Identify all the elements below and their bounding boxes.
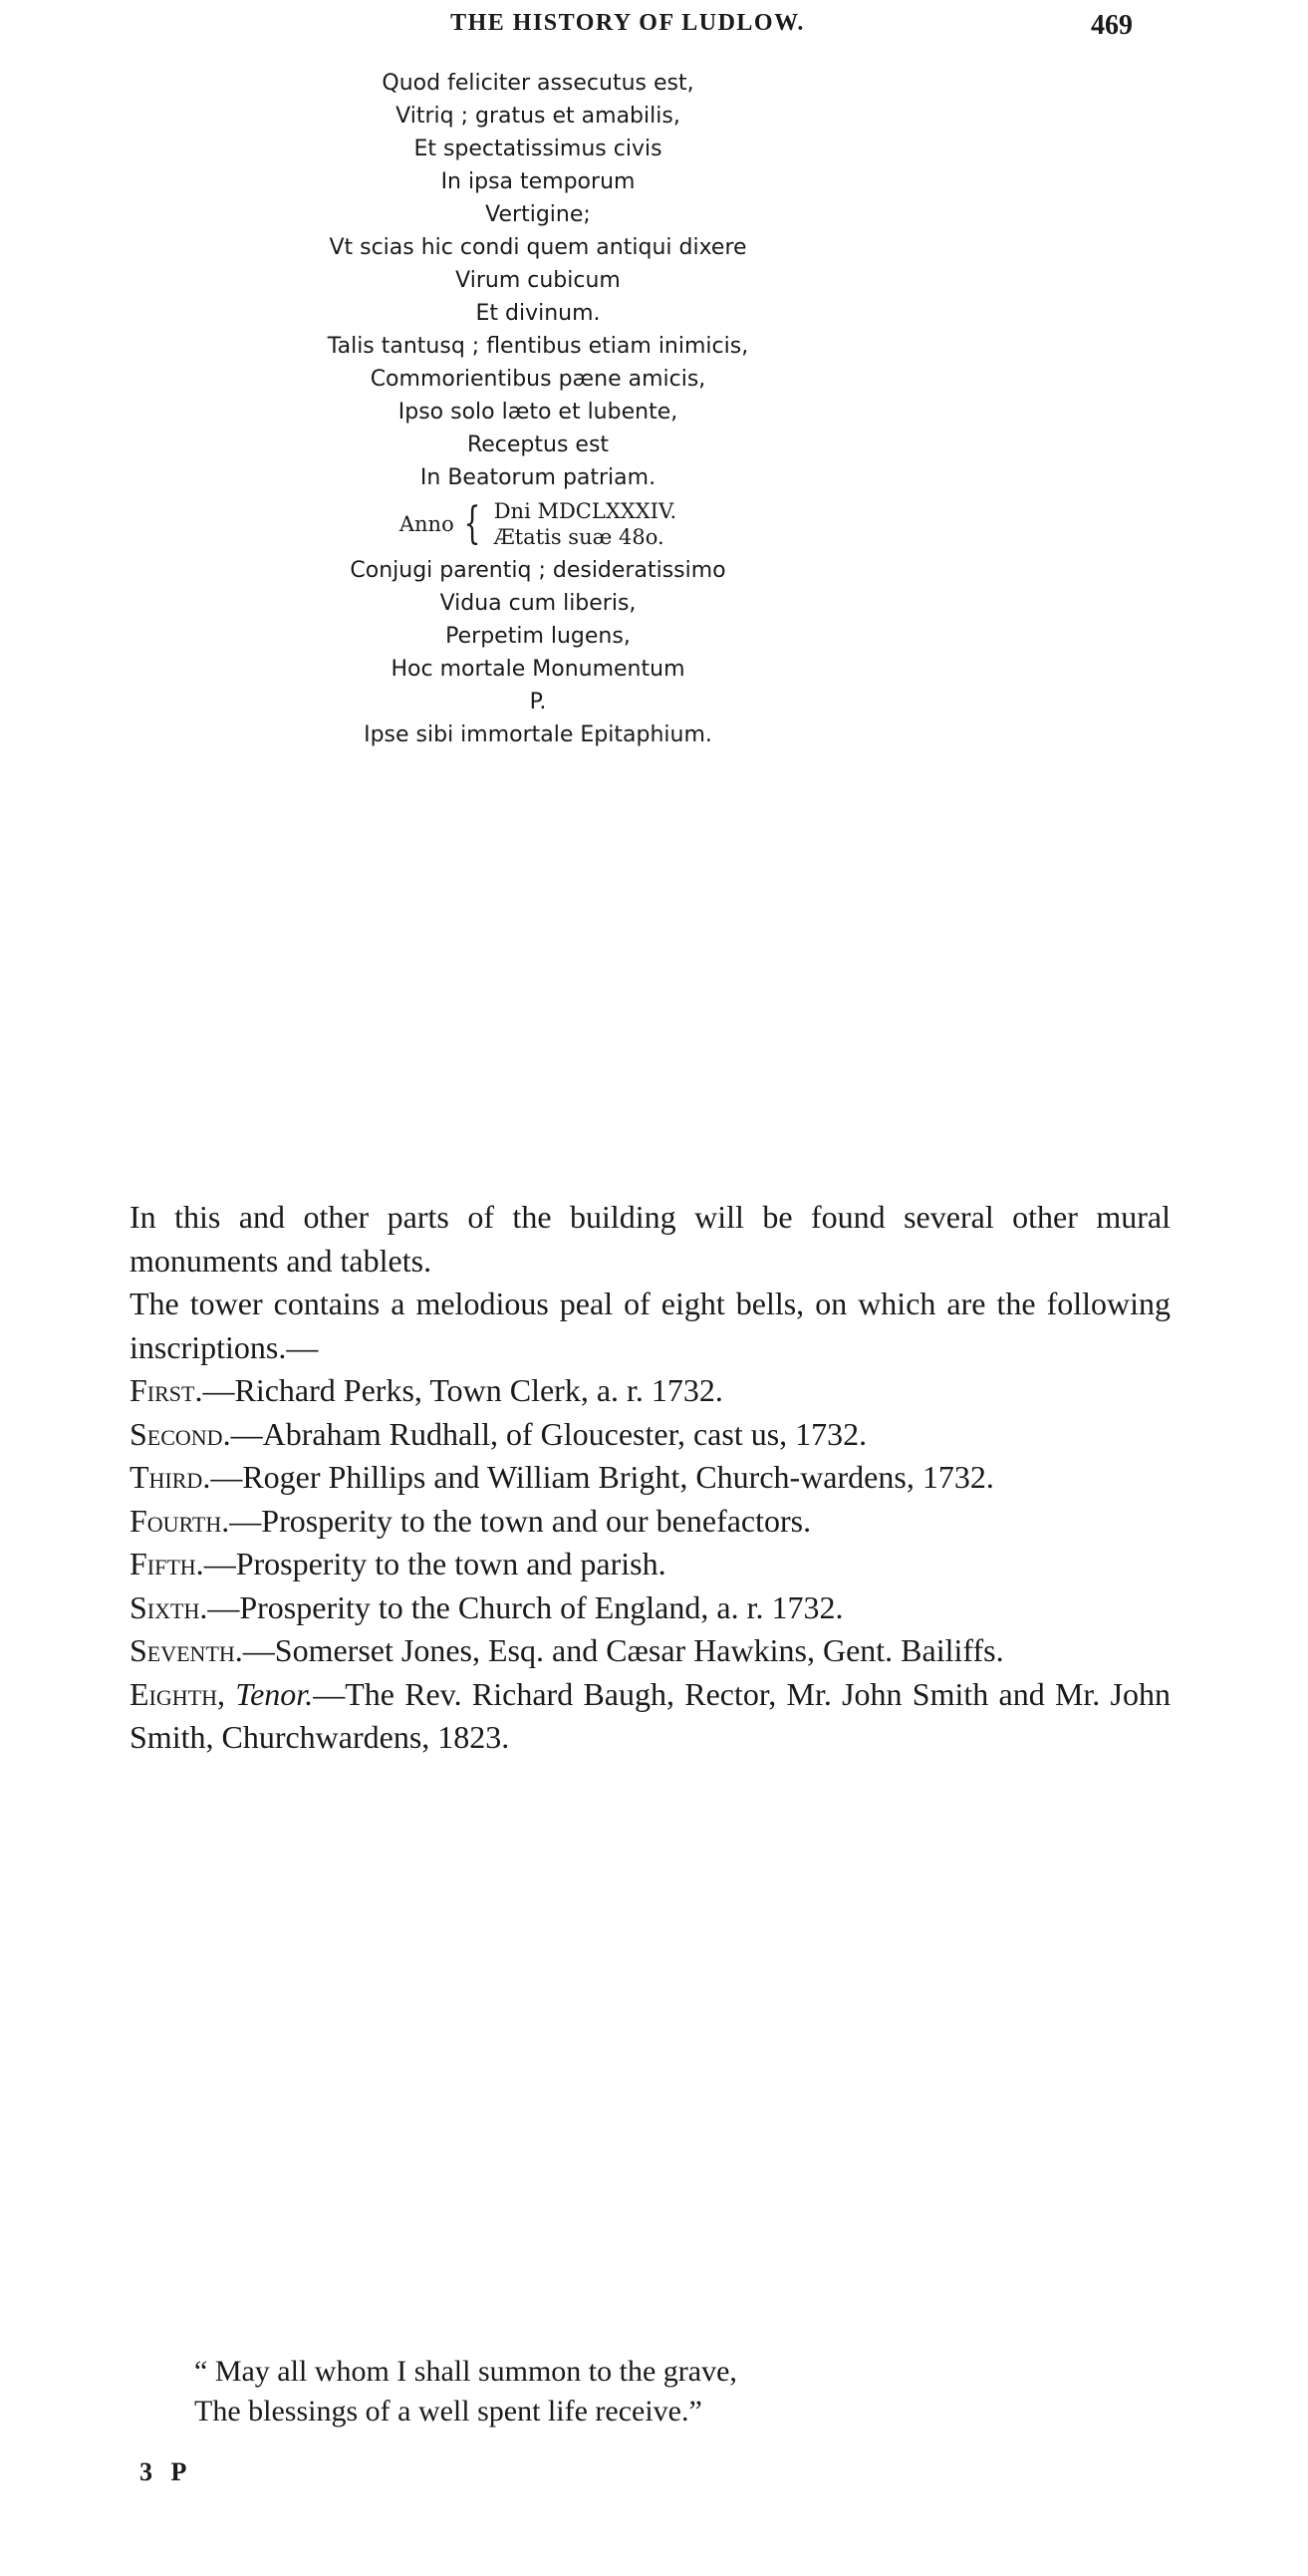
epitaph-line: Quod feliciter assecutus est, (382, 71, 694, 96)
bell-inscription (130, 1629, 1171, 1673)
epitaph-line: In ipsa temporum (440, 169, 636, 194)
epitaph-line: Vitriq ; gratus et amabilis, (395, 104, 680, 129)
epitaph-line: P. (529, 690, 547, 715)
signature-mark: 3 P (139, 2457, 193, 2486)
epitaph-line: Ipso solo læto et lubente, (397, 400, 678, 425)
bell-inscription (130, 1500, 1171, 1544)
brace-glyph: { (463, 498, 481, 549)
epitaph-line: Conjugi parentiq ; desideratissimo (350, 558, 726, 583)
paragraph: In this and other parts of the building will be found several other mural monuments and tablets. (130, 1199, 1171, 1279)
epitaph-line: Hoc mortale Monumentum (391, 657, 685, 682)
verse-line: “ May all whom I shall summon to the grave, (194, 2355, 737, 2388)
bell-text: —Richard Perks, Town Clerk, a. r. 1732. (202, 1372, 723, 1408)
bell-inscription (130, 1369, 1171, 1413)
anno-date-block (139, 494, 936, 554)
epitaph-line: Virum cubicum (455, 268, 621, 293)
bell-text: —The Rev. Richard Baugh, Rector, Mr. John Smith and Mr. John Smith, Churchwardens, 1823. (130, 1675, 1172, 1755)
epitaph-line: Vidua cum liberis, (439, 591, 637, 616)
bell-text: —Roger Phillips and William Bright, Church-wardens, 1732. (210, 1459, 994, 1495)
bell-text: —Somerset Jones, Esq. and Cæsar Hawkins, Gent. Bailiffs. (242, 1632, 1004, 1668)
verse-line: The blessings of a well spent life receive.” (194, 2395, 702, 2428)
bell-name: Third. (130, 1459, 211, 1495)
page-number: 469 (1091, 10, 1133, 41)
bell-inscription (130, 1413, 1171, 1457)
anno-dates (494, 498, 676, 550)
running-title: THE HISTORY OF LUDLOW. (450, 10, 805, 36)
epitaph-line: Et divinum. (475, 301, 601, 326)
epitaph-inscription (139, 67, 936, 751)
bell-inscription-tenor (130, 1673, 1171, 1760)
bell-name: Sixth. (130, 1588, 208, 1625)
epitaph-line: Receptus est (466, 432, 610, 457)
anno-line: Dni MDCLXXXIV. (493, 499, 677, 523)
anno-line: Ætatis suæ 48o. (493, 525, 664, 549)
epitaph-line: Vt scias hic condi quem antiqui dixere (329, 235, 747, 260)
bell-inscription (130, 1586, 1171, 1630)
bell-name: Fourth. (130, 1502, 230, 1539)
bell-verse (194, 2352, 1091, 2432)
bell-name: Second. (130, 1415, 231, 1452)
bell-name: First. (130, 1372, 203, 1408)
paragraph: The tower contains a melodious peal of eight bells, on which are the following inscriptions.— (130, 1286, 1171, 1365)
epitaph-line: Ipse sibi immortale Epitaphium. (364, 722, 712, 747)
epitaph-line: Perpetim lugens, (445, 624, 631, 649)
anno-label: Anno (398, 511, 454, 536)
tenor-label: Tenor. (235, 1675, 314, 1712)
bell-text: —Prosperity to the town and parish. (203, 1546, 666, 1581)
bell-text: —Prosperity to the Church of England, a. r. 1732. (207, 1588, 844, 1625)
epitaph-line: Et spectatissimus civis (413, 137, 662, 161)
epitaph-line: Talis tantusq ; flentibus etiam inimicis, (327, 334, 749, 359)
bell-name: Fifth. (130, 1546, 204, 1581)
epitaph-line: In Beatorum patriam. (419, 465, 656, 490)
bell-inscription (130, 1543, 1171, 1586)
bell-inscription (130, 1456, 1171, 1500)
bell-name: Seventh. (130, 1632, 243, 1668)
body-text (130, 1196, 1171, 1760)
bell-name: Eighth, (130, 1675, 225, 1712)
page-header (0, 10, 1308, 50)
epitaph-line: Commorientibus pæne amicis, (370, 367, 706, 392)
bell-text: —Prosperity to the town and our benefactors. (229, 1502, 812, 1539)
epitaph-line: Vertigine; (485, 202, 591, 227)
bell-text: —Abraham Rudhall, of Gloucester, cast us, 1732. (230, 1415, 868, 1452)
